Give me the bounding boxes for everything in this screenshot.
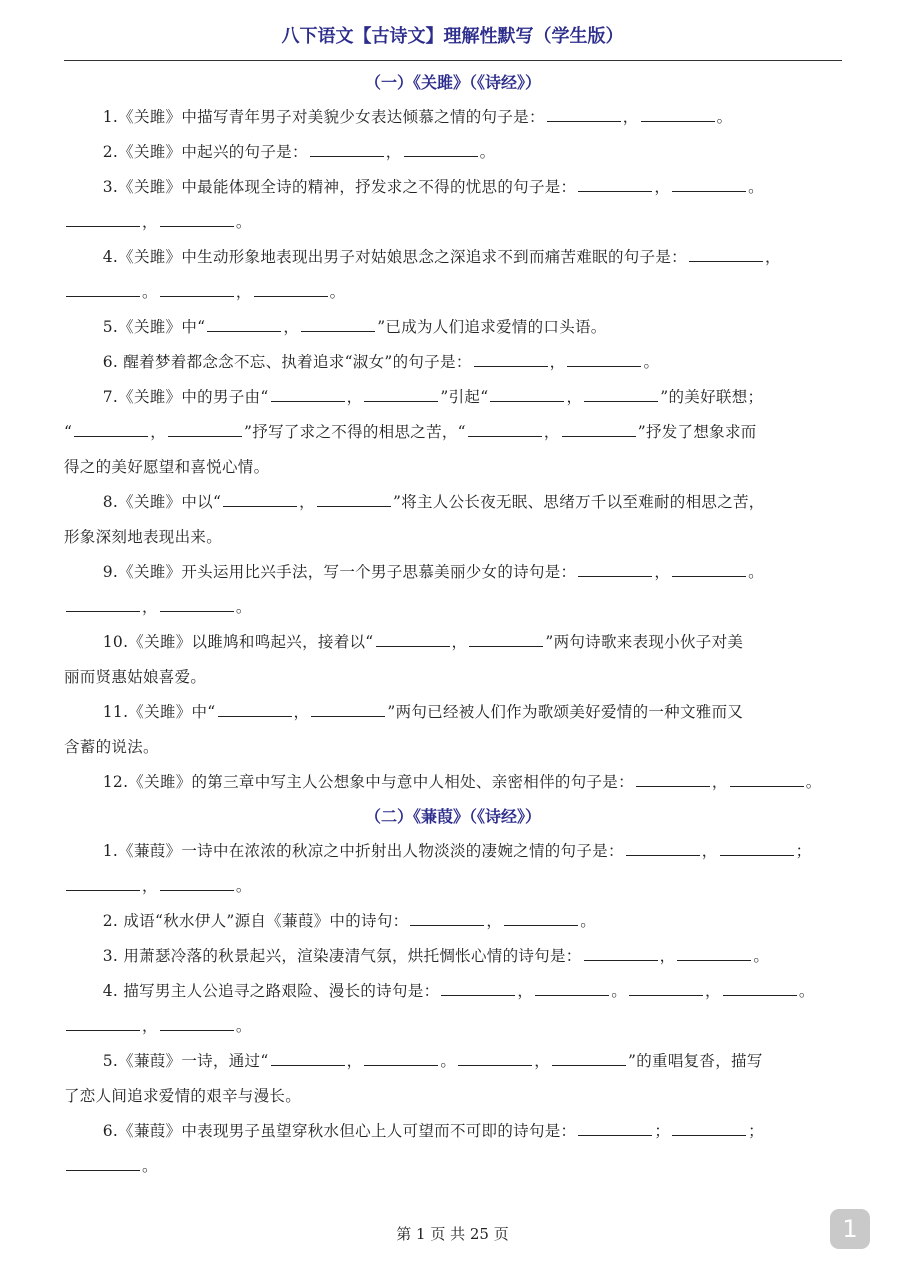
answer-blank[interactable] [689,243,763,262]
answer-blank[interactable] [207,313,281,332]
question-text: ； [795,842,812,860]
question-text: 8.《关雎》中以“ [102,493,222,511]
question-line [64,730,842,765]
question-item [64,135,842,170]
section-title: （一）《关雎》（《诗经》） [364,73,541,92]
question-line [64,625,842,660]
question-line [64,415,842,450]
question-text: ， [711,773,728,791]
answer-blank[interactable] [364,1047,438,1066]
question-text: 。 [479,143,496,161]
question-text: 10.《关雎》以雎鸠和鸣起兴，接着以“ [102,633,374,651]
answer-blank[interactable] [376,628,450,647]
question-text: 。 [580,912,597,930]
question-text: 丽而贤惠姑娘喜爱。 [64,668,207,686]
question-text: ”将主人公长夜无眠、思绪万千以至难耐的相思之苦， [392,493,765,511]
answer-blank[interactable] [404,138,478,157]
answer-blank[interactable] [458,1047,532,1066]
answer-blank[interactable] [317,488,391,507]
answer-blank[interactable] [629,977,703,996]
answer-blank[interactable] [160,278,234,297]
worksheet-content [64,66,842,1184]
question-item [64,904,842,939]
question-text: ， [283,318,300,336]
question-item [64,1044,842,1114]
question-line [64,380,842,415]
question-text: 3.《关雎》中最能体现全诗的精神，抒发求之不得的忧思的句子是： [102,178,577,196]
answer-blank[interactable] [723,977,797,996]
answer-blank[interactable] [578,558,652,577]
question-text: 5.《关雎》中“ [102,318,206,336]
question-text: ， [659,947,676,965]
question-text: 9.《关雎》开头运用比兴手法，写一个男子思慕美丽少女的诗句是： [102,563,577,581]
question-text: 。 [235,213,252,231]
question-text: 得之的美好愿望和喜悦心情。 [64,458,270,476]
question-text: 。 [235,598,252,616]
answer-blank[interactable] [672,558,746,577]
question-text: ， [701,842,718,860]
question-item [64,100,842,135]
question-text: ， [142,598,158,616]
question-text: 1.《蒹葭》一诗中在浓浓的秋凉之中折射出人物淡淡的凄婉之情的句子是： [102,842,624,860]
answer-blank[interactable] [223,488,297,507]
answer-blank[interactable] [271,1047,345,1066]
answer-blank[interactable] [310,138,384,157]
question-text: 。 [611,982,627,1000]
question-text: 5.《蒹葭》一诗，通过“ [102,1052,269,1070]
question-text: ”引起“ [440,388,489,406]
answer-blank[interactable] [641,103,715,122]
answer-blank[interactable] [66,1012,140,1031]
question-text: ， [150,423,167,441]
page-number-badge[interactable]: 1 [830,1209,870,1249]
answer-blank[interactable] [672,173,746,192]
question-line [64,1079,842,1114]
question-text: ， [654,178,671,196]
question-text: ， [451,633,468,651]
question-text: ， [517,982,534,1000]
answer-blank[interactable] [584,942,658,961]
header-rule [64,60,842,61]
question-text: 12.《关雎》的第三章中写主人公想象中与意中人相处、亲密相伴的句子是： [102,773,634,791]
answer-blank[interactable] [677,942,751,961]
question-text: 1.《关雎》中描写青年男子对美貌少女表达倾慕之情的句子是： [102,108,545,126]
answer-blank[interactable] [160,872,234,891]
question-text: 。 [329,283,346,301]
question-item [64,974,842,1044]
question-text: 2. 成语“秋水伊人”源自《蒹葭》中的诗句： [102,912,409,930]
answer-blank[interactable] [271,383,345,402]
question-text: ， [486,912,503,930]
answer-blank[interactable] [441,977,515,996]
question-line [64,170,842,205]
answer-blank[interactable] [66,593,140,612]
answer-blank[interactable] [66,1152,140,1171]
answer-blank[interactable] [160,208,234,227]
question-item [64,555,842,625]
question-text: ， [654,563,671,581]
question-text: 。 [805,773,822,791]
question-text: 。 [798,982,815,1000]
question-line [64,869,842,904]
question-text: 2.《关雎》中起兴的句子是： [102,143,308,161]
question-line [64,135,842,170]
question-line [64,1044,842,1079]
answer-blank[interactable] [584,383,658,402]
question-line [64,1009,842,1044]
question-line [64,345,842,380]
question-text: ”抒发了想象求而 [637,423,757,441]
document-header: 八下语文【古诗文】理解性默写（学生版） [281,26,624,47]
answer-blank[interactable] [636,768,710,787]
question-text: 4.《关雎》中生动形象地表现出男子对姑娘思念之深追求不到而痛苦难眠的句子是： [102,248,687,266]
answer-blank[interactable] [74,418,148,437]
question-text: 3. 用萧瑟冷落的秋景起兴，渲染凄清气氛，烘托惆怅心情的诗句是： [102,947,582,965]
question-line [64,590,842,625]
question-text: ， [549,353,566,371]
question-text: ， [534,1052,551,1070]
question-item [64,345,842,380]
answer-blank[interactable] [218,698,292,717]
question-item [64,834,842,904]
answer-blank[interactable] [547,103,621,122]
question-text: “ [64,423,73,441]
answer-blank[interactable] [160,593,234,612]
question-text: ， [764,248,781,266]
question-text: 7.《关雎》中的男子由“ [102,388,269,406]
answer-blank[interactable] [626,837,700,856]
question-text: 。 [235,877,252,895]
question-line [64,660,842,695]
question-text: 。 [440,1052,457,1070]
question-text: ”的美好联想； [660,388,764,406]
question-text: ”已成为人们追求爱情的口头语。 [377,318,607,336]
question-line [64,275,842,310]
answer-blank[interactable] [160,1012,234,1031]
question-item [64,310,842,345]
answer-blank[interactable] [311,698,385,717]
answer-blank[interactable] [504,907,578,926]
question-item [64,939,842,974]
answer-blank[interactable] [168,418,242,437]
question-line [64,100,842,135]
answer-blank[interactable] [469,628,543,647]
question-text: ； [748,1122,764,1140]
question-line [64,520,842,555]
question-text: 。 [716,108,733,126]
answer-blank[interactable] [672,1117,746,1136]
question-text: ， [346,388,363,406]
question-text: 6. 醒着梦着都念念不忘、执着追求“淑女”的句子是： [102,353,472,371]
question-line [64,240,842,275]
question-line [64,450,842,485]
question-text: 6.《蒹葭》中表现男子虽望穿秋水但心上人可望而不可即的诗句是： [102,1122,577,1140]
question-line [64,310,842,345]
question-item [64,170,842,240]
question-line [64,485,842,520]
answer-blank[interactable] [535,977,609,996]
question-line [64,974,842,1009]
question-line [64,904,842,939]
question-text: 含蓄的说法。 [64,738,159,756]
question-text: 。 [235,1017,252,1035]
question-text: ”抒写了求之不得的相思之苦，“ [244,423,466,441]
question-text: ， [293,703,310,721]
answer-blank[interactable] [254,278,328,297]
question-line [64,555,842,590]
page-footer: 第 1 页 共 25 页 [396,1225,509,1243]
answer-blank[interactable] [468,418,542,437]
answer-blank[interactable] [567,348,641,367]
question-text: ； [654,1122,671,1140]
question-item [64,380,842,485]
question-text: 11.《关雎》中“ [102,703,216,721]
answer-blank[interactable] [490,383,564,402]
question-text: ”两句已经被人们作为歌颂美好爱情的一种文雅而又 [387,703,744,721]
question-text: 。 [748,178,764,196]
section-title: （二）《蒹葭》（《诗经》） [364,807,541,826]
answer-blank[interactable] [410,907,484,926]
question-text: 。 [142,283,158,301]
question-item [64,695,842,765]
answer-blank[interactable] [720,837,794,856]
question-text: ， [705,982,721,1000]
question-line [64,1149,842,1184]
question-text: 。 [753,947,770,965]
question-text: ， [622,108,639,126]
answer-blank[interactable] [66,278,140,297]
question-text: ， [235,283,252,301]
question-item [64,625,842,695]
question-text: 形象深刻地表现出来。 [64,528,223,546]
question-item [64,1114,842,1184]
question-text: ， [299,493,315,511]
question-line [64,695,842,730]
question-text: ”两句诗歌来表现小伙子对美 [545,633,744,651]
question-text: 。 [142,1157,158,1175]
answer-blank[interactable] [66,208,140,227]
answer-blank[interactable] [730,768,804,787]
question-text: 。 [748,563,764,581]
answer-blank[interactable] [562,418,636,437]
question-line [64,1114,842,1149]
question-text: ， [346,1052,363,1070]
question-text: 。 [643,353,660,371]
question-line [64,834,842,869]
question-text: ， [142,213,158,231]
answer-blank[interactable] [578,173,652,192]
question-item [64,485,842,555]
question-text: ， [385,143,402,161]
answer-blank[interactable] [578,1117,652,1136]
question-text: ， [566,388,583,406]
answer-blank[interactable] [474,348,548,367]
question-line [64,939,842,974]
question-item [64,765,842,800]
question-line [64,765,842,800]
answer-blank[interactable] [301,313,375,332]
question-text: 了恋人间追求爱情的艰辛与漫长。 [64,1087,302,1105]
question-text: ， [543,423,560,441]
question-item [64,240,842,310]
answer-blank[interactable] [364,383,438,402]
answer-blank[interactable] [552,1047,626,1066]
question-text: 4. 描写男主人公追寻之路艰险、漫长的诗句是： [102,982,440,1000]
question-line [64,205,842,240]
question-text: ”的重唱复沓，描写 [628,1052,763,1070]
question-text: ， [142,877,158,895]
question-text: ， [142,1017,158,1035]
answer-blank[interactable] [66,872,140,891]
